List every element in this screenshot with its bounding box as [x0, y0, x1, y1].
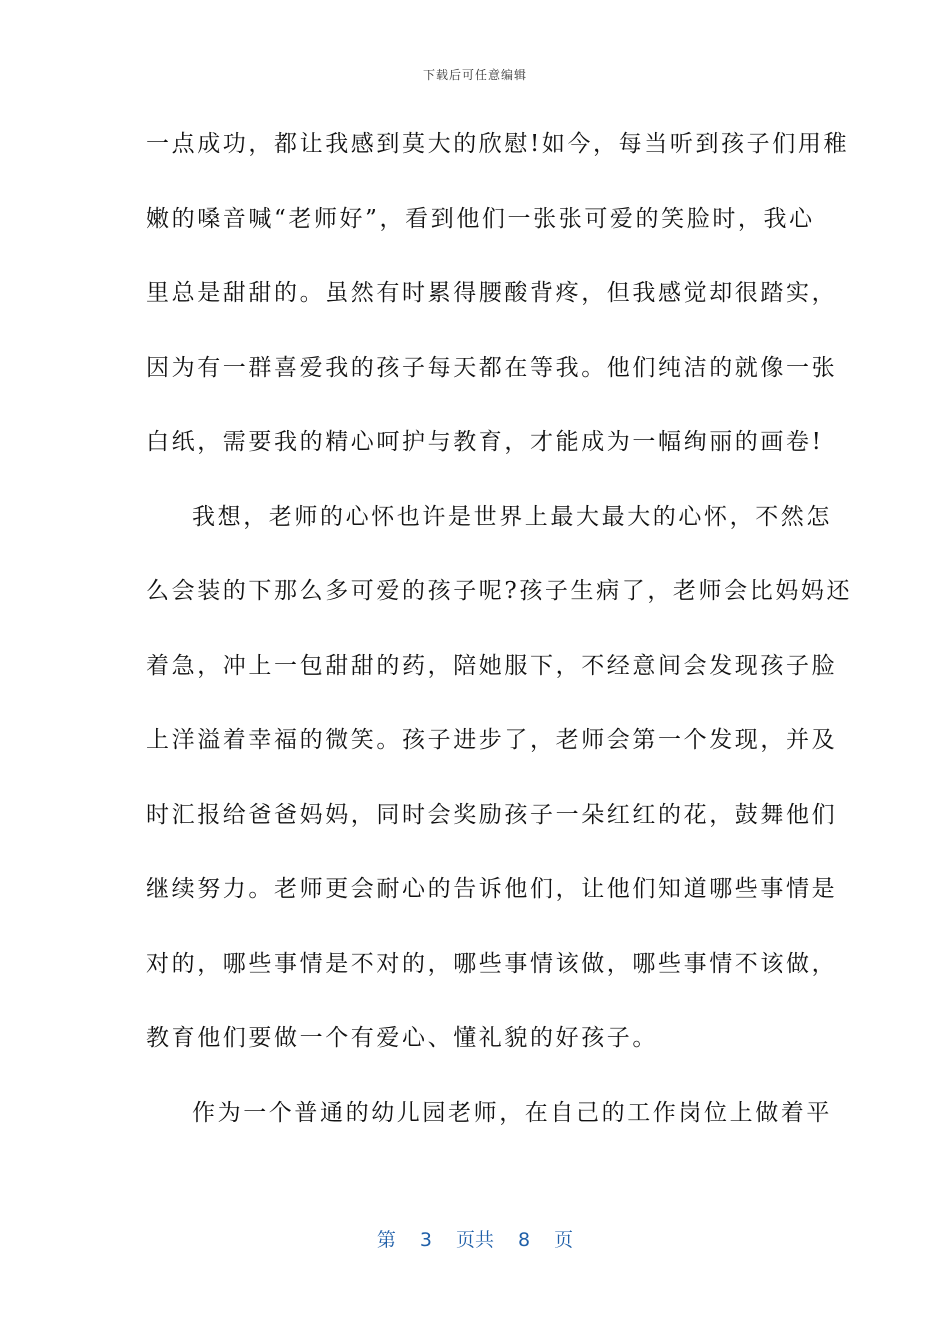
text-line: 里总是甜甜的。虽然有时累得腰酸背疼，但我感觉却很踏实，	[146, 280, 838, 306]
paragraph-start-line: 我想，老师的心怀也许是世界上最大最大的心怀，不然怎	[192, 503, 832, 530]
text-line: 着急，冲上一包甜甜的药，陪她服下，不经意间会发现孩子脸	[146, 652, 838, 679]
text-line: 上洋溢着幸福的微笑。孩子进步了，老师会第一个发现，并及	[146, 727, 838, 753]
page-footer	[0, 1225, 950, 1252]
text-line: 么会装的下那么多可爱的孩子呢?孩子生病了，老师会比妈妈还	[146, 578, 853, 604]
text-line: 一点成功，都让我感到莫大的欣慰!如今，每当听到孩子们用稚	[146, 131, 850, 157]
footer-page-number: 3	[419, 1229, 432, 1251]
text-line: 时汇报给爸爸妈妈，同时会奖励孩子一朵红红的花，鼓舞他们	[146, 801, 838, 828]
text-line: 教育他们要做一个有爱心、懂礼貌的好孩子。	[146, 1025, 658, 1051]
text-line: 白纸，需要我的精心呵护与教育，才能成为一幅绚丽的画卷!	[146, 429, 824, 455]
footer-total-pages: 8	[518, 1229, 531, 1251]
text-line: 对的，哪些事情是不对的，哪些事情该做，哪些事情不该做，	[146, 950, 838, 977]
footer-di: 第	[376, 1229, 396, 1251]
footer-ye-gong: 页共	[455, 1229, 494, 1251]
header-note: 下载后可任意编辑	[422, 68, 527, 82]
text-line: 嫩的嗓音喊“老师好”，看到他们一张张可爱的笑脸时，我心	[146, 205, 815, 232]
footer-ye: 页	[554, 1229, 574, 1251]
text-line: 因为有一群喜爱我的孩子每天都在等我。他们纯洁的就像一张	[146, 354, 838, 381]
text-line: 继续努力。老师更会耐心的告诉他们，让他们知道哪些事情是	[146, 876, 838, 902]
document-body	[146, 122, 853, 1165]
paragraph-start-line: 作为一个普通的幼儿园老师，在自己的工作岗位上做着平	[192, 1099, 832, 1126]
